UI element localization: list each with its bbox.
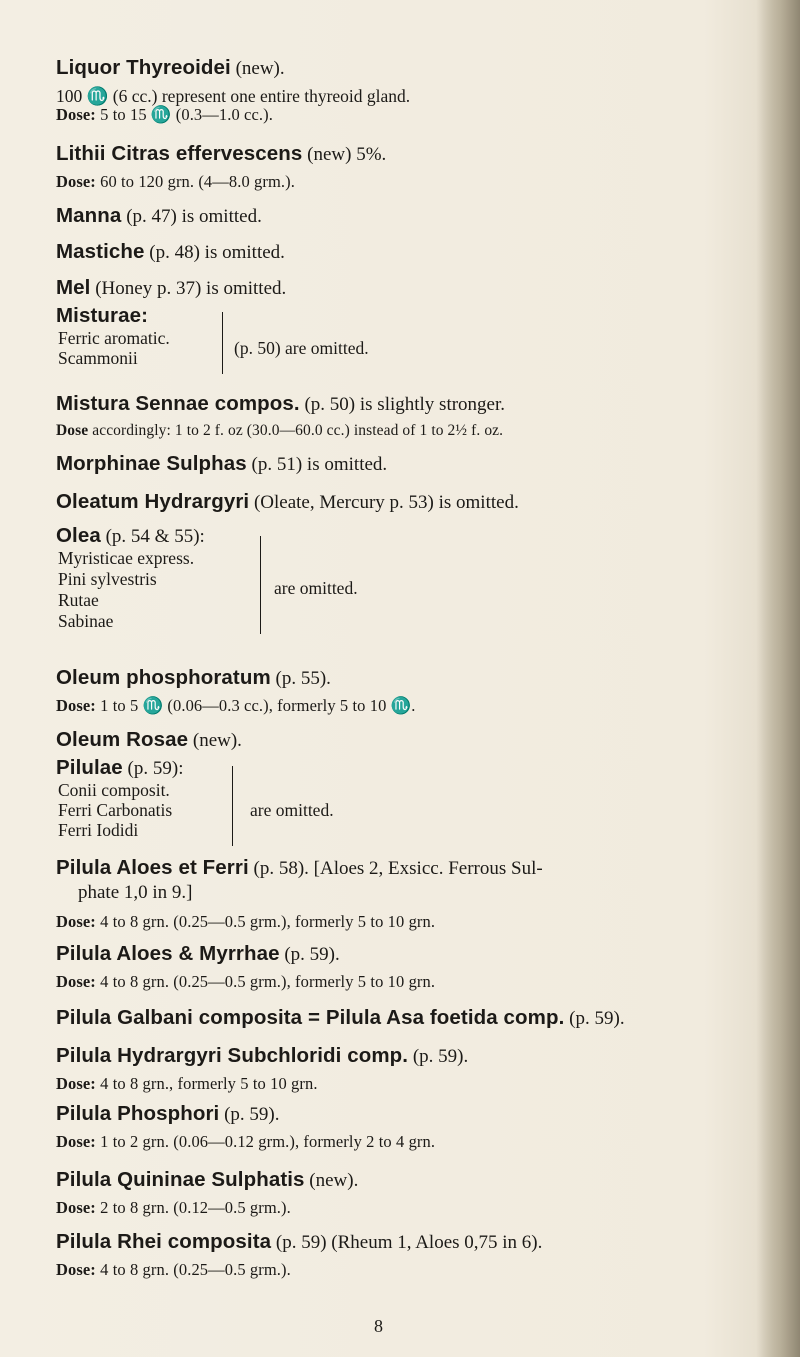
entry-note: (p. 55).	[270, 668, 331, 689]
entry-mel	[56, 276, 286, 300]
entry-title: Liquor Thyreoidei	[56, 56, 231, 79]
group-item: Pini sylvestris	[58, 569, 157, 589]
entry-pilula-quininae-heading	[56, 1168, 358, 1192]
entry-title: Manna	[56, 204, 122, 227]
entry-note: (new).	[188, 730, 242, 751]
page-number: 8	[374, 1316, 383, 1336]
entry-title: Olea	[56, 524, 101, 547]
group-item: Scammonii	[58, 348, 138, 368]
entry-pilula-rhei-heading	[56, 1230, 542, 1254]
entry-title: Pilula Galbani composita = Pilula Asa foetida comp.	[56, 1006, 565, 1029]
pilulae-group	[56, 780, 756, 846]
entry-note: (p. 58). [Aloes 2, Exsicc. Ferrous Sul-	[248, 858, 543, 879]
entry-note: (p. 50) is slightly stronger.	[299, 394, 506, 415]
entry-lithii-citras-dose	[56, 172, 295, 192]
entry-title: Oleum phosphoratum	[56, 666, 271, 689]
dose-label: Dose:	[56, 912, 96, 931]
entry-pilulae-heading	[56, 756, 183, 780]
entry-oleum-phosphoratum-heading	[56, 666, 331, 690]
entry-note: (p. 51) is omitted.	[246, 454, 388, 475]
entry-pilula-aloes-ferri-dose	[56, 912, 435, 932]
group-brace	[214, 312, 223, 374]
entry-note: (p. 59).	[408, 1046, 469, 1067]
entry-note: (p. 59).	[279, 944, 340, 965]
entry-title: Oleatum Hydrargyri	[56, 490, 250, 513]
entry-title: Pilula Phosphori	[56, 1102, 220, 1125]
group-note: (p. 50) are omitted.	[234, 338, 369, 358]
entry-pilula-hydrargyri-heading	[56, 1044, 468, 1068]
dose-text: 4 to 8 grn. (0.25—0.5 grm.), formerly 5 to 10 grn.	[95, 912, 436, 931]
entry-title: Pilula Quininae Sulphatis	[56, 1168, 305, 1191]
entry-oleum-phosphoratum-dose	[56, 696, 416, 716]
dose-text: accordingly: 1 to 2 f. oz (30.0—60.0 cc.) instead of 1 to 2½ f. oz.	[88, 422, 504, 439]
entry-note: (new).	[230, 58, 285, 79]
olea-group	[56, 548, 756, 638]
dose-text: 1 to 5 ♏ (0.06—0.3 cc.), formerly 5 to 10 ♏.	[95, 696, 416, 715]
entry-note: (new).	[304, 1170, 359, 1191]
entry-note: (p. 59):	[122, 758, 184, 779]
entry-liquor-thyreoidei-heading	[56, 56, 285, 80]
entry-pilula-galbani	[56, 1006, 625, 1030]
entry-note: (Honey p. 37) is omitted.	[90, 278, 287, 299]
group-item: Rutae	[58, 590, 99, 610]
dose-label: Dose:	[56, 172, 96, 191]
entry-pilula-hydrargyri-dose	[56, 1074, 318, 1094]
entry-note: (Oleate, Mercury p. 53) is omitted.	[249, 492, 519, 513]
entry-title: Pilula Hydrargyri Subchloridi comp.	[56, 1044, 409, 1067]
entry-lithii-citras-heading	[56, 142, 386, 166]
entry-note: (p. 59) (Rheum 1, Aloes 0,75 in 6).	[271, 1232, 543, 1253]
entry-title: Pilula Rhei composita	[56, 1230, 272, 1253]
entry-mistura-sennae-dose	[56, 422, 503, 440]
entry-note: (new) 5%.	[302, 144, 387, 165]
dose-label: Dose:	[56, 1074, 96, 1093]
group-note: are omitted.	[250, 800, 334, 820]
entry-note: (p. 59).	[564, 1008, 625, 1029]
entry-liquor-thyreoidei-dose	[56, 105, 273, 125]
group-item: Myristicae express.	[58, 548, 195, 568]
entry-note: (p. 47) is omitted.	[121, 206, 262, 227]
entry-title: Oleum Rosae	[56, 728, 189, 751]
entry-olea-heading	[56, 524, 205, 548]
entry-title: Lithii Citras effervescens	[56, 142, 303, 165]
entry-pilula-rhei-dose	[56, 1260, 291, 1280]
entry-title: Morphinae Sulphas	[56, 452, 247, 475]
entry-title: Pilula Aloes et Ferri	[56, 856, 249, 879]
dose-text: 1 to 2 grn. (0.06—0.12 grm.), formerly 2 to 4 grn.	[95, 1132, 436, 1151]
entry-pilula-phosphori-dose	[56, 1132, 435, 1152]
dose-text: 5 to 15 ♏ (0.3—1.0 cc.).	[95, 105, 273, 124]
entry-title: Pilulae	[56, 756, 123, 779]
group-brace	[252, 536, 261, 634]
dose-text: 4 to 8 grn. (0.25—0.5 grm.).	[95, 1260, 291, 1279]
entry-pilula-quininae-dose	[56, 1198, 291, 1218]
entry-pilula-phosphori-heading	[56, 1102, 280, 1126]
group-note: are omitted.	[274, 578, 358, 598]
dose-text: 4 to 8 grn., formerly 5 to 10 grn.	[95, 1074, 318, 1093]
dose-label: Dose:	[56, 105, 96, 124]
page-binding-shadow	[756, 0, 800, 1357]
dose-text: 2 to 8 grn. (0.12—0.5 grm.).	[95, 1198, 291, 1217]
entry-mistura-sennae-heading	[56, 392, 505, 416]
entry-pilula-aloes-myrrhae-heading	[56, 942, 340, 966]
entry-title: Pilula Aloes & Myrrhae	[56, 942, 280, 965]
entry-oleatum-hydrargyri	[56, 490, 519, 514]
entry-title: Mistura Sennae compos.	[56, 392, 300, 415]
entry-manna	[56, 204, 262, 228]
dose-label: Dose:	[56, 972, 96, 991]
entry-note: (p. 59).	[219, 1104, 280, 1125]
entry-title: Mastiche	[56, 240, 145, 263]
group-item: Conii composit.	[58, 780, 170, 800]
entry-liquor-thyreoidei-line: 100 ♏ (6 cc.) represent one entire thyreoid gland.	[56, 86, 411, 106]
group-brace	[224, 766, 233, 846]
entry-title: Mel	[56, 276, 91, 299]
dose-label: Dose:	[56, 1132, 96, 1151]
entry-pilula-aloes-ferri-line2: phate 1,0 in 9.]	[78, 882, 193, 903]
group-item: Sabinae	[58, 611, 114, 631]
dose-text: 60 to 120 grn. (4—8.0 grm.).	[95, 172, 295, 191]
group-item: Ferric aromatic.	[58, 328, 170, 348]
entry-title: Misturae:	[56, 304, 149, 327]
misturae-group	[56, 328, 756, 372]
dose-label: Dose:	[56, 1198, 96, 1217]
entry-note: (p. 54 & 55):	[100, 526, 205, 547]
dose-label: Dose:	[56, 1260, 96, 1279]
entry-mastiche	[56, 240, 285, 264]
dose-label: Dose:	[56, 696, 96, 715]
entry-oleum-rosae	[56, 728, 242, 752]
dose-label: Dose	[56, 422, 89, 439]
entry-misturae-heading	[56, 304, 148, 328]
entry-note: (p. 48) is omitted.	[144, 242, 285, 263]
entry-morphinae-sulphas	[56, 452, 387, 476]
entry-pilula-aloes-myrrhae-dose	[56, 972, 435, 992]
dose-text: 4 to 8 grn. (0.25—0.5 grm.), formerly 5 to 10 grn.	[95, 972, 436, 991]
entry-pilula-aloes-ferri-heading	[56, 856, 543, 880]
group-item: Ferri Iodidi	[58, 820, 139, 840]
group-item: Ferri Carbonatis	[58, 800, 173, 820]
